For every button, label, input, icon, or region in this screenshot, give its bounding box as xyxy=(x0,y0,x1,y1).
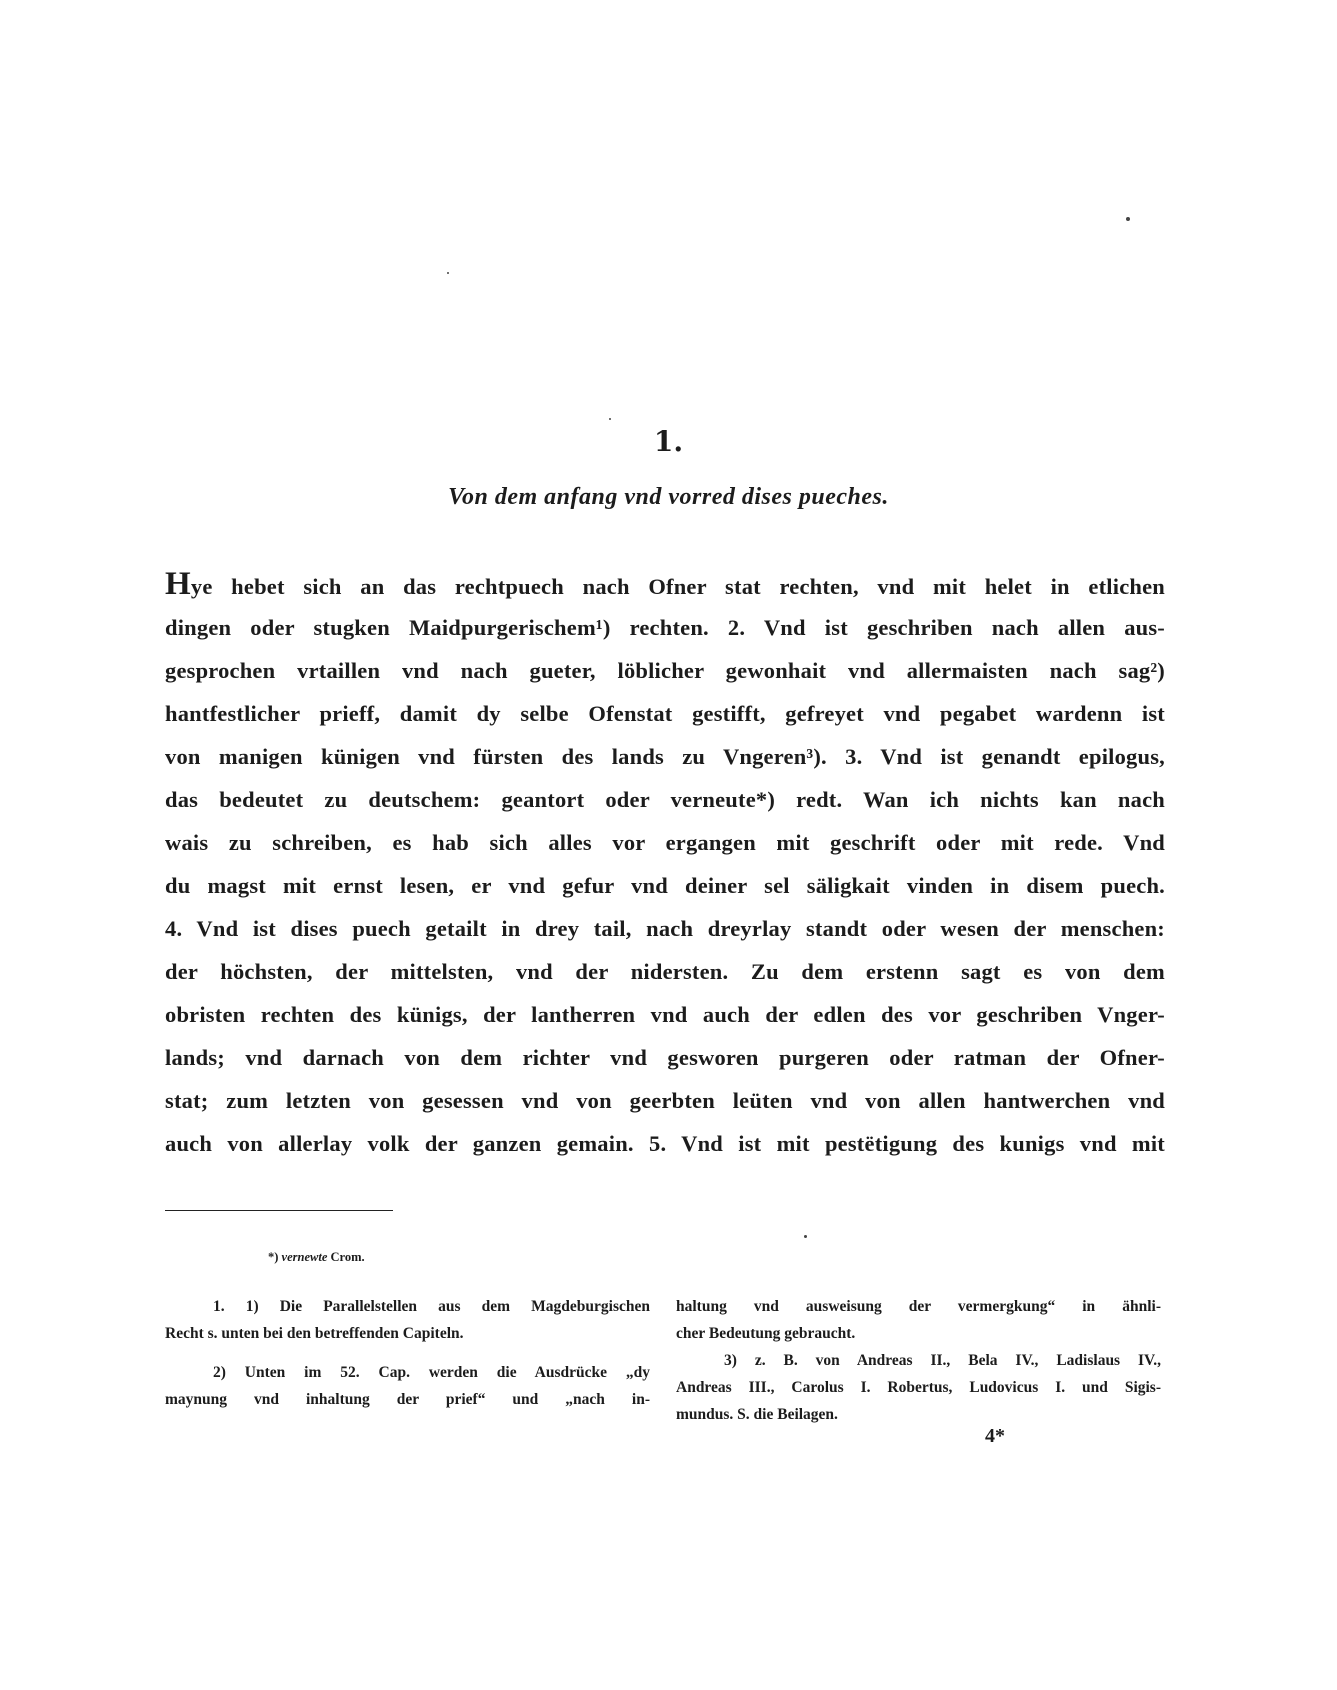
star-marker: *) xyxy=(268,1250,279,1264)
footnotes-right-column xyxy=(676,1293,1161,1428)
footnote-line: maynung vnd inhaltung der prief“ und „nach in- xyxy=(165,1391,650,1408)
footnote-divider xyxy=(165,1210,393,1211)
body-line: 4. Vnd ist dises puech getailt in drey tail, nach dreyrlay standt oder wesen der menschen: xyxy=(165,916,1165,941)
body-line: auch von allerlay volk der ganzen gemain. 5. Vnd ist mit pestëtigung des kunigs vnd mit xyxy=(165,1131,1165,1156)
body-text xyxy=(165,563,1165,1165)
chapter-number: 1. xyxy=(653,425,684,458)
footnote-line: 1. 1) Die Parallelstellen aus dem Magdeburgischen xyxy=(213,1298,650,1315)
body-line-text: ye hebet sich an das rechtpuech nach Ofner stat rechten, vnd mit helet in etlichen xyxy=(190,574,1165,599)
body-line: obristen rechten des künigs, der lantherren vnd auch der edlen des vor geschriben Vnger- xyxy=(165,1002,1165,1027)
footnote-gap xyxy=(165,1347,650,1359)
footnote-line: haltung vnd ausweisung der vermergkung“ in ähnli- xyxy=(676,1298,1161,1315)
star-variant-word: vernewte xyxy=(281,1250,328,1264)
body-line: von manigen künigen vnd fürsten des lands zu Vngeren³). 3. Vnd ist genandt epilogus, xyxy=(165,744,1165,769)
signature-mark: 4* xyxy=(985,1425,1005,1447)
body-line: du magst mit ernst lesen, er vnd gefur vnd deiner sel säligkait vinden in disem puech. xyxy=(165,873,1165,898)
star-footnote xyxy=(268,1250,365,1265)
footnotes-left-column xyxy=(165,1293,650,1413)
chapter-title: Von dem anfang vnd vorred dises pueches. xyxy=(448,484,889,510)
footnote-line: Andreas III., Carolus I. Robertus, Ludovicus I. und Sigis- xyxy=(676,1379,1161,1396)
drop-capital: H xyxy=(165,566,191,602)
body-line: der höchsten, der mittelsten, vnd der nidersten. Zu dem erstenn sagt es von dem xyxy=(165,959,1165,984)
scan-speck xyxy=(804,1235,807,1238)
body-line: stat; zum letzten von gesessen vnd von geerbten leüten vnd von allen hantwerchen vnd xyxy=(165,1088,1165,1113)
scan-speck xyxy=(609,418,611,420)
body-line: dingen oder stugken Maidpurgerischem¹) rechten. 2. Vnd ist geschriben nach allen aus- xyxy=(165,615,1165,640)
body-line: hantfestlicher prieff, damit dy selbe Ofenstat gestifft, gefreyet vnd pegabet wardenn ist xyxy=(165,701,1165,726)
footnote-line: Recht s. unten bei den betreffenden Capiteln. xyxy=(165,1325,464,1342)
body-line: wais zu schreiben, es hab sich alles vor ergangen mit geschrift oder mit rede. Vnd xyxy=(165,830,1165,855)
scan-speck xyxy=(447,272,449,274)
body-line xyxy=(165,563,1165,606)
body-line: das bedeutet zu deutschem: geantort oder verneute*) redt. Wan ich nichts kan nach xyxy=(165,787,1165,812)
body-line: lands; vnd darnach von dem richter vnd gesworen purgeren oder ratman der Ofner- xyxy=(165,1045,1165,1070)
footnote-line: 3) z. B. von Andreas II., Bela IV., Ladislaus IV., xyxy=(724,1352,1161,1369)
footnote-line: 2) Unten im 52. Cap. werden die Ausdrücke „dy xyxy=(213,1364,650,1381)
scan-speck xyxy=(1126,217,1130,221)
footnote-line: cher Bedeutung gebraucht. xyxy=(676,1325,856,1342)
star-source: Crom. xyxy=(330,1250,365,1264)
footnote-line: mundus. S. die Beilagen. xyxy=(676,1406,838,1423)
body-line: gesprochen vrtaillen vnd nach gueter, löblicher gewonhait vnd allermaisten nach sag²) xyxy=(165,658,1165,683)
